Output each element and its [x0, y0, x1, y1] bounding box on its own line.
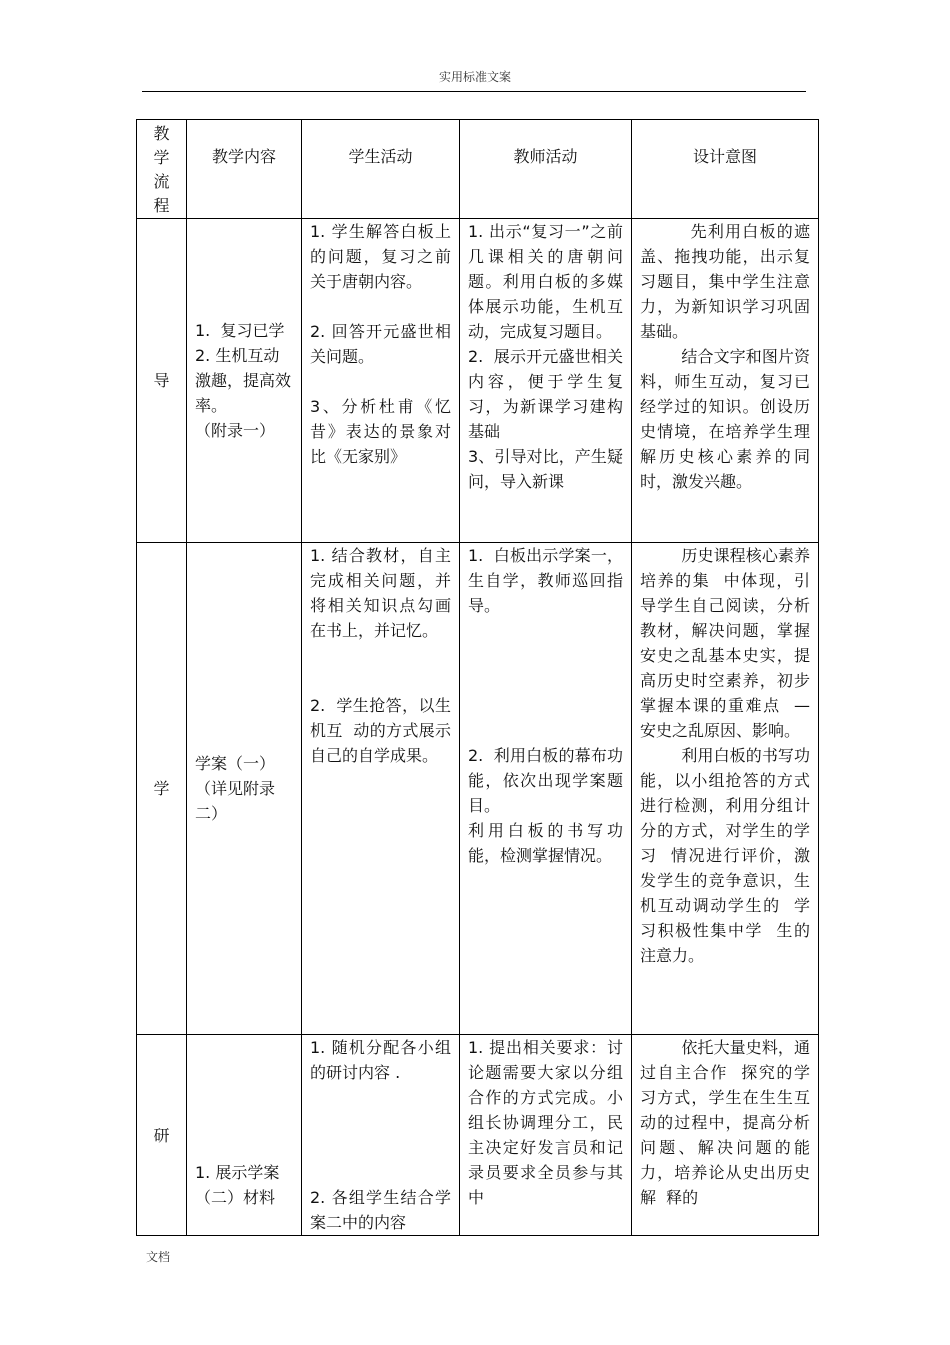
teacher-paragraph: [468, 643, 623, 668]
student-paragraph: [310, 668, 451, 693]
student-cell: [302, 1035, 460, 1236]
intent-paragraph: 历史课程核心素养培养的集 中体现，引导学生自己阅读，分析教材，解决问题，掌握安史之乱基本史实，提高历史时空素养，初步掌握本课的重难点 —安史之乱原因、影响。: [640, 546, 810, 740]
student-paragraph: 1. 随机分配各小组的研讨内容 .: [310, 1038, 451, 1082]
student-paragraph: [310, 1160, 451, 1185]
student-paragraph: [310, 1085, 451, 1110]
teacher-paragraph: 1. 白板出示学案一，生自学，教师巡回指导。: [468, 546, 623, 615]
intent-cell: [632, 543, 819, 1035]
header-stage: [137, 120, 187, 219]
content-paragraph: 学案（一）: [195, 754, 276, 773]
content-paragraph: 1. 复习已学: [195, 321, 285, 340]
header-stage-char: 学: [153, 148, 170, 167]
intent-paragraph: 依托大量史料，通过自主合作 探究的学习方式，学生在生生互动的过程中，提高分析问题、解决问题的能力，培养论从史出历史解 释的: [640, 1038, 810, 1207]
teacher-paragraph: 1. 提出相关要求：讨论题需要大家以分组合作的方式完成。小组长协调理分工，民主决定好发言员和记录员要求全员参与其中: [468, 1038, 623, 1207]
student-paragraph: 1. 学生解答白板上的问题，复习之前关于唐朝内容。: [310, 222, 451, 291]
intent-cell: [632, 219, 819, 543]
content-cell: [187, 1035, 302, 1236]
student-paragraph: 2. 各组学生结合学案二中的内容: [310, 1188, 451, 1232]
content-paragraph: [195, 1135, 293, 1160]
header-rule: [142, 91, 806, 92]
content-paragraph: （附录一）: [195, 421, 276, 440]
table-header-row: [137, 120, 819, 219]
content-cell: [187, 543, 302, 1035]
content-paragraph: [195, 1060, 293, 1085]
student-cell: [302, 543, 460, 1035]
student-paragraph: [310, 1135, 451, 1160]
student-paragraph: 1. 结合教材，自主完成相关问题，并将相关知识点勾画在书上，并记忆。: [310, 546, 451, 640]
teacher-paragraph: [468, 668, 623, 693]
teacher-paragraph: 3、引导对比，产生疑问，导入新课: [468, 447, 623, 491]
content-paragraph: [195, 1110, 293, 1135]
stage-cell: 学: [137, 543, 187, 1035]
header-content: 教学内容: [187, 120, 302, 219]
teacher-paragraph: 1. 出示“复习一”之前几课相关的唐朝问题。利用白板的多媒体展示功能，生机互动，完成复习题目。: [468, 222, 623, 341]
content-paragraph: [195, 1085, 293, 1110]
table-row: [137, 1035, 819, 1236]
student-paragraph: [310, 294, 451, 319]
header-student: 学生活动: [302, 120, 460, 219]
teacher-paragraph: [468, 718, 623, 743]
intent-paragraph: 结合文字和图片资料，师生互动，复习已经学过的知识。创设历史情境，在培养学生理解历史核心素养的同时，激发兴趣。: [640, 347, 810, 491]
teacher-paragraph: [468, 693, 623, 718]
intent-cell: [632, 1035, 819, 1236]
intent-paragraph: 先利用白板的遮盖、拖拽功能，出示复习题目，集中学生注意力，为新知识学习巩固基础。: [640, 222, 810, 341]
stage-cell: 研: [137, 1035, 187, 1236]
content-paragraph: 2. 生机互动激趣，提高效率。: [195, 346, 292, 415]
content-paragraph: 1. 展示学案（二）材料: [195, 1163, 280, 1207]
student-paragraph: [310, 1110, 451, 1135]
teacher-cell: [460, 219, 632, 543]
lesson-plan-table: [136, 119, 819, 1236]
teacher-paragraph: [468, 618, 623, 643]
header-stage-char: 流: [153, 172, 170, 191]
header-intent: 设计意图: [632, 120, 819, 219]
header-stage-char: 程: [153, 196, 170, 215]
teacher-paragraph: 利用白板的书写功能，检测掌握情况。: [468, 821, 623, 865]
student-paragraph: [310, 369, 451, 394]
stage-cell: 导: [137, 219, 187, 543]
content-cell: [187, 219, 302, 543]
student-cell: [302, 219, 460, 543]
table-row: [137, 543, 819, 1035]
header-teacher: 教师活动: [460, 120, 632, 219]
page-header: 实用标准文案: [438, 70, 511, 84]
header-stage-char: 教: [153, 124, 170, 143]
content-paragraph: [195, 1035, 293, 1060]
intent-paragraph: 利用白板的书写功能，以小组抢答的方式进行检测，利用分组计分的方式，对学生的学习 情况进行评价，激发学生的竞争意识，生机互动调动学生的 学习积极性集中学 生的注意力。: [640, 746, 810, 965]
teacher-paragraph: 2. 展示开元盛世相关内容，便于学生复习，为新课学习建构基础: [468, 347, 623, 441]
teacher-cell: [460, 1035, 632, 1236]
table-row: [137, 219, 819, 543]
student-paragraph: 2. 回答开元盛世相关问题。: [310, 322, 451, 366]
page-footer: 文档: [146, 1250, 171, 1264]
student-paragraph: [310, 643, 451, 668]
teacher-paragraph: 2. 利用白板的幕布功能，依次出现学案题目。: [468, 746, 623, 815]
teacher-cell: [460, 543, 632, 1035]
content-paragraph: （详见附录二）: [195, 779, 276, 823]
student-paragraph: 3、分析杜甫《忆昔》表达的景象对比《无家别》: [310, 397, 451, 466]
student-paragraph: 2. 学生抢答，以生机互 动的方式展示自己的自学成果。: [310, 696, 451, 765]
